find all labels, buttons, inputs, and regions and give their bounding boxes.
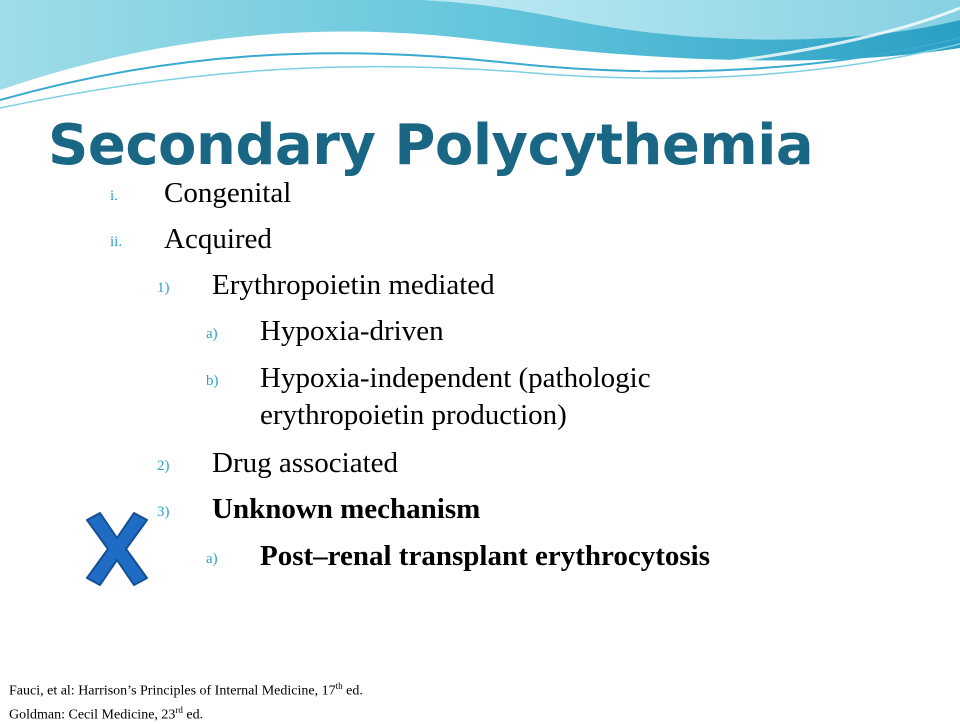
list-marker: 2)	[157, 458, 170, 474]
reference-tail: ed.	[182, 707, 204, 723]
reference-superscript: rd	[175, 704, 183, 715]
list-item-text: Hypoxia-independent (pathologic	[260, 362, 651, 394]
list-marker: a)	[206, 551, 218, 567]
list-marker: b)	[206, 373, 219, 389]
list-marker: 1)	[157, 280, 170, 296]
reference-text: Goldman: Cecil Medicine, 23	[9, 707, 176, 723]
list-marker: i.	[110, 188, 118, 204]
slide-title: Secondary Polycythemia	[48, 113, 814, 178]
list-marker: a)	[206, 326, 218, 342]
list-marker: 3)	[157, 504, 170, 520]
references	[9, 677, 363, 724]
header-wave-decoration	[0, 0, 960, 120]
list-item-text: Unknown mechanism	[212, 493, 481, 525]
list-item-text: Drug associated	[212, 447, 399, 479]
list-item-text: Post–renal transplant erythrocytosis	[260, 540, 711, 572]
reference-line	[9, 677, 363, 701]
list-item-text: Acquired	[164, 223, 272, 255]
list-item-text: Congenital	[164, 177, 292, 209]
x-mark-icon	[82, 510, 152, 588]
reference-line	[9, 701, 363, 724]
list-item-text: Hypoxia-driven	[260, 315, 444, 347]
reference-superscript: th	[335, 681, 343, 691]
list-item-text-continuation: erythropoietin production)	[260, 399, 567, 431]
reference-text: Fauci, et al: Harrison’s Principles of Internal Medicine, 17	[9, 683, 336, 699]
list-item-text: Erythropoietin mediated	[212, 269, 495, 301]
list-marker: ii.	[110, 234, 123, 250]
reference-tail: ed.	[342, 683, 363, 699]
